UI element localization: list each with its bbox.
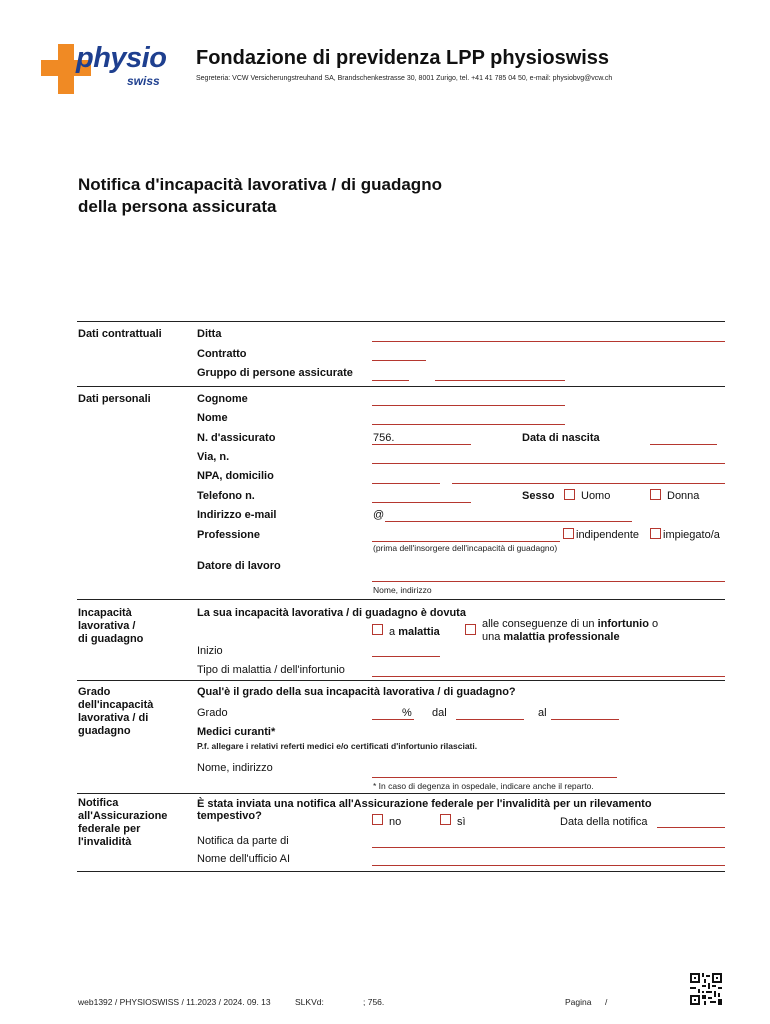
- data-notifica-label: Data della notifica: [560, 816, 648, 828]
- ufficio-field[interactable]: [372, 865, 725, 866]
- assicurato-label: N. d'assicurato: [197, 432, 276, 444]
- data-notifica-field[interactable]: [657, 827, 725, 828]
- medici-field[interactable]: [372, 777, 617, 778]
- section-label-line: dell'incapacità: [78, 699, 154, 711]
- email-label: Indirizzo e-mail: [197, 509, 277, 521]
- inizio-field[interactable]: [372, 656, 440, 657]
- malattia-label: [389, 626, 440, 638]
- hospital-note: * In caso di degenza in ospedale, indicare anche il reparto.: [373, 781, 594, 791]
- malattia-word: malattia: [398, 626, 440, 638]
- cognome-label: Cognome: [197, 393, 248, 405]
- footer-page-separator: /: [605, 997, 608, 1007]
- section-label-line: l'invalidità: [78, 836, 132, 848]
- section-label-line: Incapacità: [78, 607, 132, 619]
- section-label-personal: Dati personali: [78, 393, 151, 405]
- infortunio-prefix: alle conseguenze di un: [482, 618, 595, 630]
- professione-field[interactable]: [372, 541, 560, 542]
- section-divider: [77, 871, 725, 872]
- section-label-line: all'Assicurazione: [78, 810, 168, 822]
- section-label-degree: [78, 686, 183, 738]
- ai-no-label: no: [389, 816, 402, 828]
- via-field[interactable]: [372, 463, 725, 464]
- qr-code-icon: [690, 973, 722, 1005]
- malattia-prefix: a: [389, 626, 396, 638]
- domicilio-field[interactable]: [452, 483, 725, 484]
- section-divider: [77, 386, 725, 387]
- footer-reference: web1392 / PHYSIOSWISS / 11.2023 / 2024. 09. 13: [78, 997, 271, 1007]
- ditta-label: Ditta: [197, 328, 222, 340]
- donna-label: Donna: [667, 490, 700, 502]
- gruppo-label: Gruppo di persone assicurate: [197, 367, 353, 379]
- email-field[interactable]: [385, 521, 632, 522]
- percent-sign: %: [402, 707, 412, 719]
- dal-field[interactable]: [456, 719, 524, 720]
- nome-indirizzo-label: Nome, indirizzo: [197, 762, 273, 774]
- grado-field[interactable]: [372, 719, 414, 720]
- telefono-field[interactable]: [372, 502, 471, 503]
- logo-subword: swiss: [127, 74, 160, 88]
- contratto-label: Contratto: [197, 348, 247, 360]
- section-label-line: di guadagno: [78, 633, 144, 645]
- contratto-field[interactable]: [372, 360, 426, 361]
- data-nascita-field[interactable]: [650, 444, 717, 445]
- section-divider: [77, 680, 725, 681]
- professione-note: (prima dell'insorgere dell'incapacità di guadagno): [373, 543, 558, 553]
- datore-note: Nome, indirizzo: [373, 585, 432, 595]
- ufficio-label: Nome dell'ufficio AI: [197, 853, 291, 865]
- assicurato-field[interactable]: [372, 444, 471, 445]
- ai-question-line1: È stata inviata una notifica all'Assicurazione federale per l'invalidità per un rilevamento: [197, 798, 652, 810]
- sesso-label: Sesso: [522, 490, 555, 502]
- ditta-field[interactable]: [372, 341, 725, 342]
- ai-si-checkbox[interactable]: [440, 814, 451, 825]
- medici-label: Medici curanti*: [197, 726, 276, 738]
- document-title-line1: Notifica d'incapacità lavorativa / di guadagno: [78, 175, 442, 194]
- notifica-da-field[interactable]: [372, 847, 725, 848]
- cognome-field[interactable]: [372, 405, 565, 406]
- footer-slkvd: SLKVd:: [295, 997, 324, 1007]
- al-label: al: [538, 707, 547, 719]
- infortunio-checkbox[interactable]: [465, 624, 476, 635]
- malattia-prof-prefix: una: [482, 631, 501, 643]
- gruppo-field-1[interactable]: [372, 380, 409, 381]
- tipo-field[interactable]: [372, 676, 725, 677]
- medici-note: P.f. allegare i relativi referti medici e/o certificati d'infortunio rilasciati.: [197, 741, 478, 751]
- section-label-line: Notifica: [78, 797, 119, 809]
- incapacity-question: La sua incapacità lavorativa / di guadagno è dovuta: [197, 607, 466, 619]
- ai-si-label: sì: [457, 816, 466, 828]
- section-label-line: lavorativa / di: [78, 712, 149, 724]
- section-label-contract: Dati contrattuali: [78, 328, 162, 340]
- section-label-incapacity: [78, 607, 183, 646]
- indipendente-checkbox[interactable]: [563, 528, 574, 539]
- grado-label: Grado: [197, 707, 228, 719]
- infortunio-suffix: o: [651, 618, 659, 630]
- organization-title: Fondazione di previdenza LPP physioswiss: [196, 47, 610, 69]
- indipendente-label: indipendente: [576, 529, 640, 541]
- telefono-label: Telefono n.: [197, 490, 255, 502]
- inizio-label: Inizio: [197, 645, 223, 657]
- via-label: Via, n.: [197, 451, 230, 463]
- impiegato-checkbox[interactable]: [650, 528, 661, 539]
- ai-question-line2: tempestivo?: [197, 810, 262, 822]
- document-title-line2: della persona assicurata: [78, 197, 277, 216]
- uomo-checkbox[interactable]: [564, 489, 575, 500]
- section-label-line: federale per: [78, 823, 141, 835]
- section-label-line: lavorativa /: [78, 620, 136, 632]
- malattia-checkbox[interactable]: [372, 624, 383, 635]
- section-divider: [77, 321, 725, 322]
- uomo-label: Uomo: [581, 490, 611, 502]
- degree-question: Qual'è il grado della sua incapacità lavorativa / di guadagno?: [197, 686, 516, 698]
- logo-wordmark: physio: [76, 42, 167, 74]
- nome-field[interactable]: [372, 424, 565, 425]
- malattia-prof-label: [482, 631, 620, 643]
- gruppo-field-2[interactable]: [435, 380, 565, 381]
- notifica-da-label: Notifica da parte di: [197, 835, 289, 847]
- al-field[interactable]: [551, 719, 619, 720]
- donna-checkbox[interactable]: [650, 489, 661, 500]
- malattia-prof-word: malattia professionale: [503, 631, 620, 643]
- section-divider: [77, 793, 725, 794]
- datore-label: Datore di lavoro: [197, 560, 281, 572]
- npa-label: NPA, domicilio: [197, 470, 274, 482]
- email-at: @: [373, 509, 385, 521]
- footer-pagina: Pagina: [565, 997, 592, 1007]
- impiegato-label: impiegato/a: [663, 529, 720, 541]
- document-title: [78, 174, 538, 218]
- assicurato-prefix: 756.: [373, 432, 395, 444]
- footer-code: ; 756.: [363, 997, 385, 1007]
- infortunio-label: [482, 618, 658, 630]
- secretariat-info: Segreteria: VCW Versicherungstreuhand SA, Brandschenkestrasse 30, 8001 Zurigo, tel. +41 41 785 04 50, e-mail: physiobvg@vcw.ch: [196, 75, 613, 82]
- section-label-line: guadagno: [78, 725, 131, 737]
- data-nascita-label: Data di nascita: [522, 432, 600, 444]
- section-label-line: Grado: [78, 686, 111, 698]
- nome-label: Nome: [197, 412, 228, 424]
- datore-field[interactable]: [372, 581, 725, 582]
- professione-label: Professione: [197, 529, 260, 541]
- dal-label: dal: [432, 707, 447, 719]
- ai-no-checkbox[interactable]: [372, 814, 383, 825]
- infortunio-word: infortunio: [597, 618, 649, 630]
- npa-field[interactable]: [372, 483, 440, 484]
- section-divider: [77, 599, 725, 600]
- section-label-ai: [78, 797, 183, 849]
- tipo-label: Tipo di malattia / dell'infortunio: [197, 664, 345, 676]
